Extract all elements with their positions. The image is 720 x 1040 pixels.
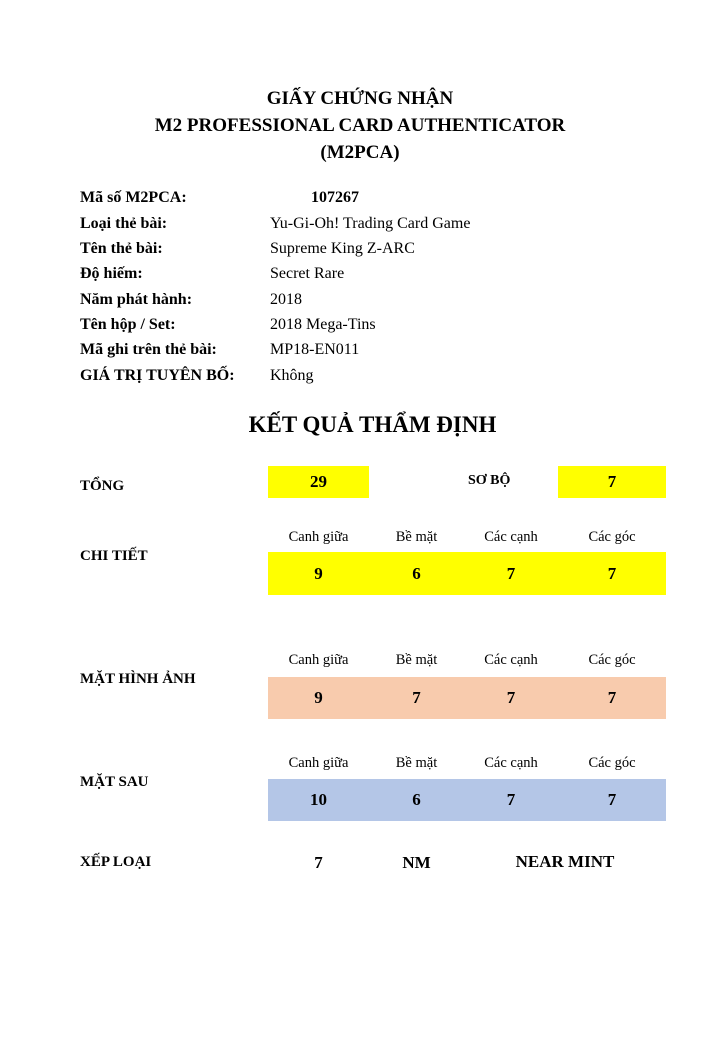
grade-abbreviation: NM <box>402 853 431 872</box>
detail-corners-score: 7 <box>607 563 617 583</box>
grade-value: 7 <box>314 853 323 872</box>
info-label-game: Loại thẻ bài: <box>80 215 168 232</box>
info-value-declared-value: Không <box>270 367 314 384</box>
preliminary-label: SƠ BỘ <box>468 473 511 488</box>
front-surface-score: 7 <box>412 688 421 707</box>
total-label: TỔNG <box>80 478 125 494</box>
info-value-card-code: MP18-EN011 <box>270 341 360 358</box>
info-label-card-code: Mã ghi trên thẻ bài: <box>80 341 217 358</box>
column-header: Bề mặt <box>395 755 438 771</box>
column-header: Bề mặt <box>395 529 438 545</box>
back-centering-score: 10 <box>310 790 327 809</box>
column-header: Bề mặt <box>395 652 438 668</box>
total-value: 29 <box>268 466 369 498</box>
front-corners-score: 7 <box>607 688 617 707</box>
column-header: Các cạnh <box>484 652 538 668</box>
column-header: Canh giữa <box>288 529 349 545</box>
info-label-id: Mã số M2PCA: <box>80 189 187 206</box>
info-value-game: Yu-Gi-Oh! Trading Card Game <box>270 215 471 232</box>
grade-label: XẾP LOẠI <box>80 854 152 870</box>
info-value-id: 107267 <box>311 189 359 206</box>
info-label-set: Tên hộp / Set: <box>80 316 176 333</box>
back-corners-score: 7 <box>607 790 617 809</box>
column-header: Các góc <box>588 529 636 545</box>
detail-label: CHI TIẾT <box>80 548 148 564</box>
info-value-set: 2018 Mega-Tins <box>270 316 376 333</box>
info-value-rarity: Secret Rare <box>270 265 345 282</box>
results-heading: KẾT QUẢ THẨM ĐỊNH <box>248 412 497 437</box>
detail-centering-score: 9 <box>314 563 323 583</box>
column-header: Các cạnh <box>484 755 538 771</box>
info-value-card-name: Supreme King Z-ARC <box>270 240 415 257</box>
back-label: MẶT SAU <box>80 774 149 790</box>
certificate-title: GIẤY CHỨNG NHẬN <box>266 88 454 109</box>
authenticator-name: M2 PROFESSIONAL CARD AUTHENTICATOR <box>154 115 566 136</box>
detail-surface-score: 6 <box>412 563 421 583</box>
front-edges-score: 7 <box>506 688 516 707</box>
detail-edges-score: 7 <box>506 563 516 583</box>
authenticator-abbr: (M2PCA) <box>320 142 400 163</box>
info-label-year: Năm phát hành: <box>80 291 193 308</box>
info-label-card-name: Tên thẻ bài: <box>80 240 163 257</box>
grade-text: NEAR MINT <box>515 852 615 871</box>
column-header: Các góc <box>588 755 636 771</box>
column-header: Các góc <box>588 652 636 668</box>
column-header: Canh giữa <box>288 652 349 668</box>
info-value-year: 2018 <box>270 291 302 308</box>
column-header: Các cạnh <box>484 529 538 545</box>
preliminary-value: 7 <box>558 466 666 498</box>
front-label: MẶT HÌNH ẢNH <box>80 671 196 687</box>
front-centering-score: 9 <box>314 688 323 707</box>
back-surface-score: 6 <box>412 790 421 809</box>
info-label-declared-value: GIÁ TRỊ TUYÊN BỐ: <box>80 367 235 384</box>
column-header: Canh giữa <box>288 755 349 771</box>
back-edges-score: 7 <box>506 790 516 809</box>
info-label-rarity: Độ hiếm: <box>80 265 143 282</box>
